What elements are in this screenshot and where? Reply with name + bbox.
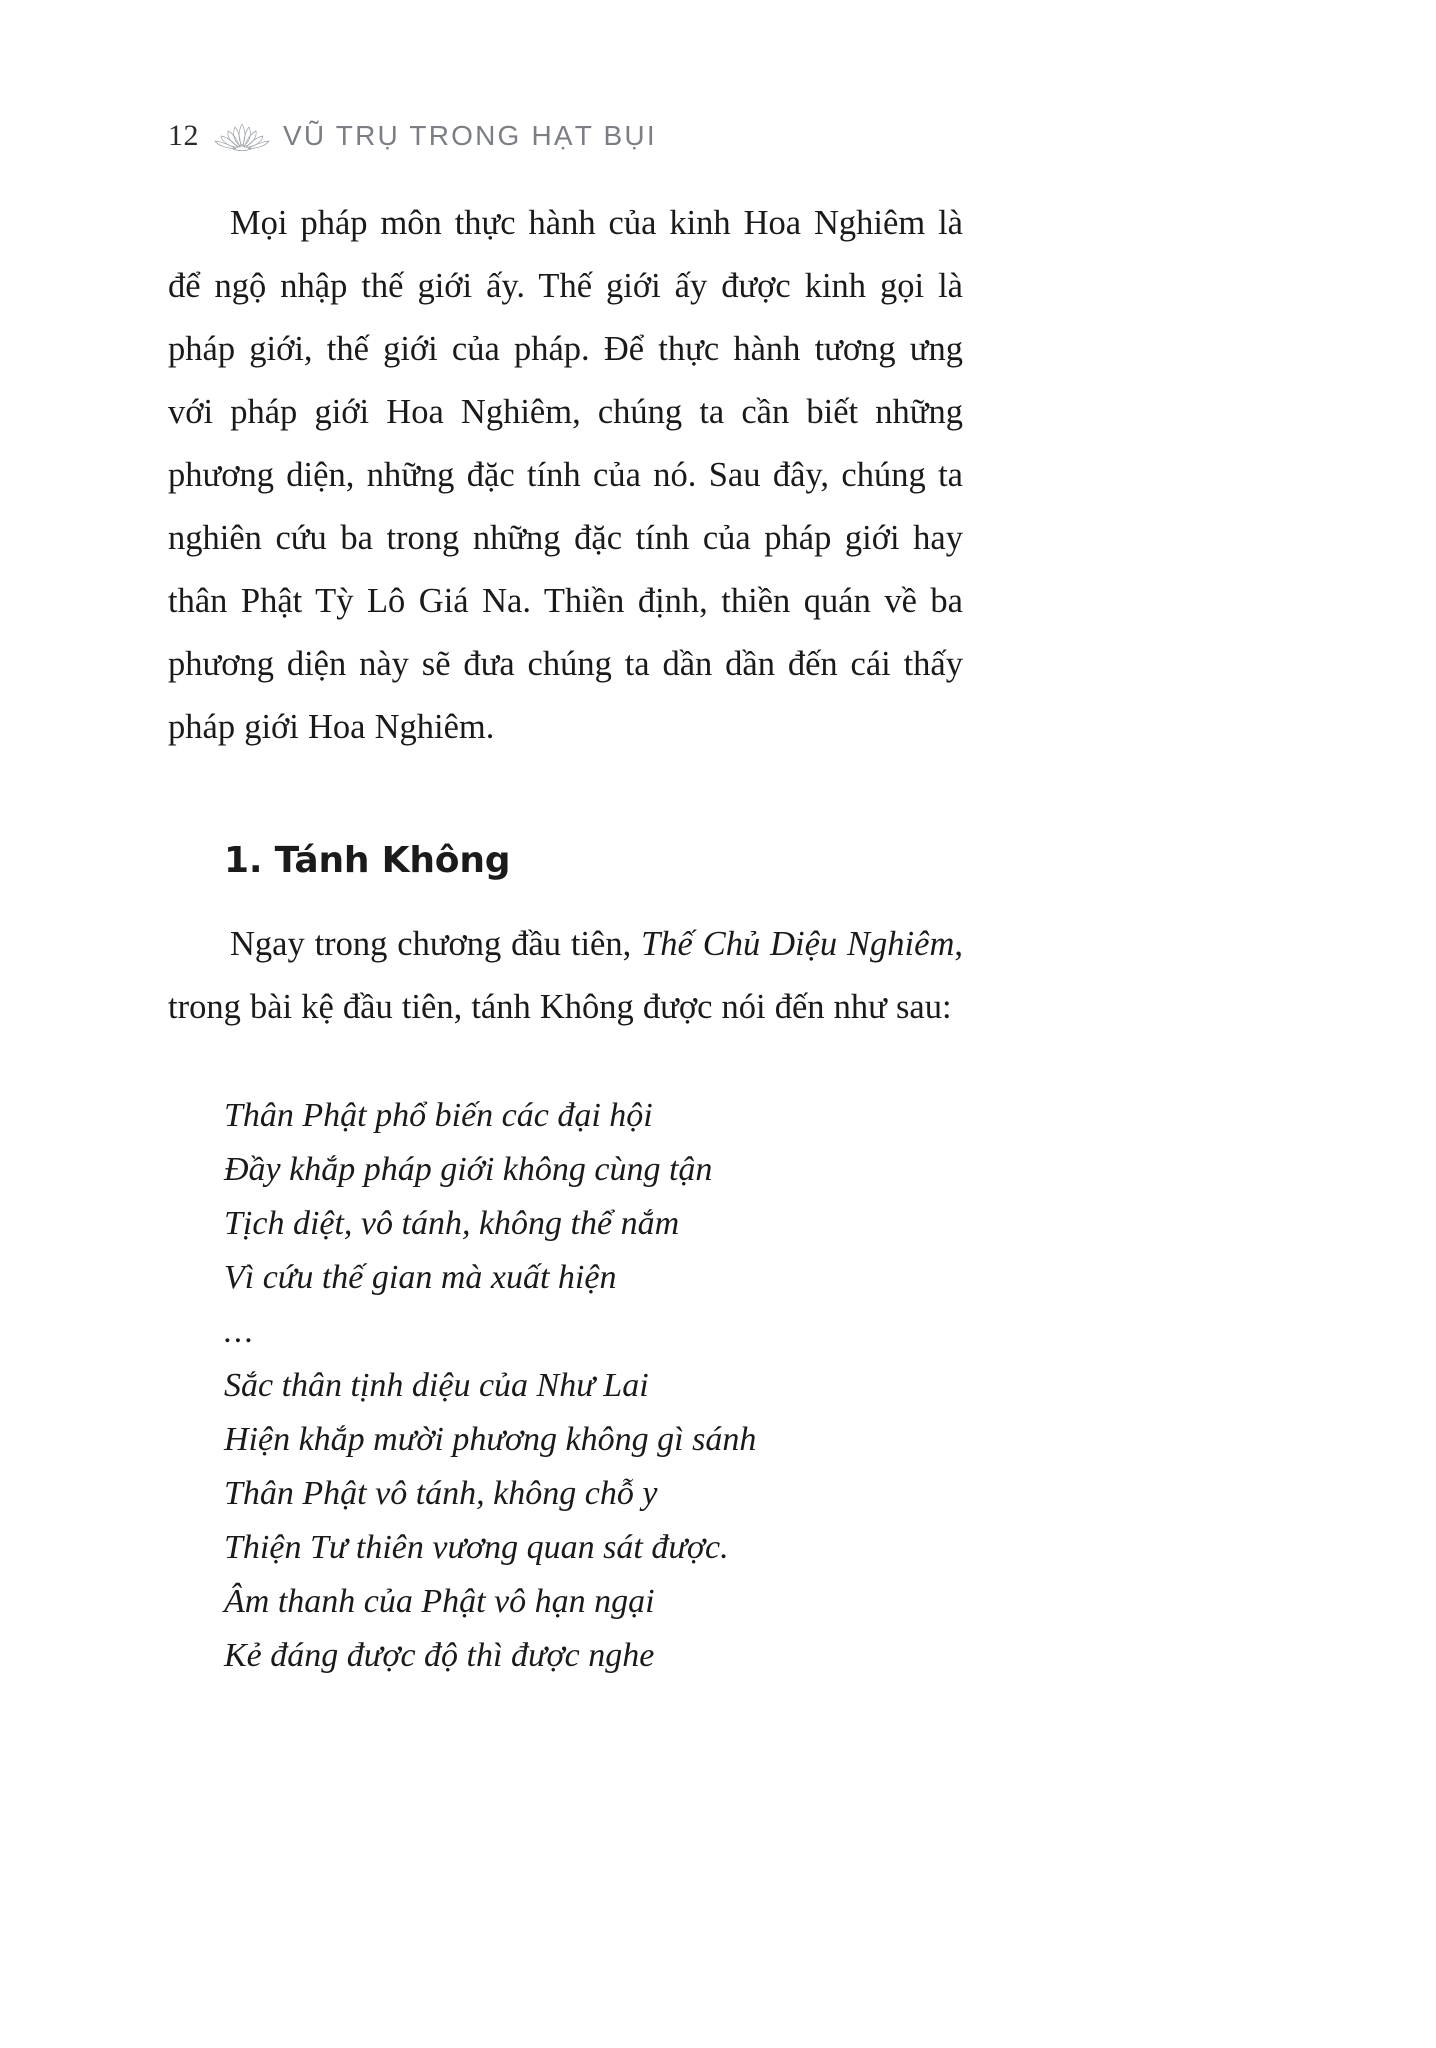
verse-line: Sắc thân tịnh diệu của Như Lai: [224, 1367, 649, 1404]
verse-line: Kẻ đáng được độ thì được nghe: [224, 1637, 655, 1674]
spacer: [168, 1039, 963, 1089]
body-paragraph-2: [168, 913, 963, 1039]
verse-line: Hiện khắp mười phương không gì sánh: [224, 1421, 757, 1458]
verse-line: Vì cứu thế gian mà xuất hiện: [224, 1259, 617, 1296]
verse-line: Thiện Tư thiên vương quan sát được.: [224, 1529, 729, 1566]
page-number: 12: [168, 119, 199, 152]
running-header: [168, 114, 657, 158]
verse-line: Tịch diệt, vô tánh, không thể nắm: [224, 1205, 680, 1242]
spacer: [168, 885, 963, 913]
lotus-icon: [213, 119, 271, 153]
verse-line-ellipsis: ...: [224, 1313, 256, 1350]
verse-line: Thân Phật phổ biến các đại hội: [224, 1097, 653, 1134]
page-content: [168, 192, 963, 1683]
paragraph-2-text-after: , trong bài kệ đầu tiên, tánh Không được nói đến như sau:: [168, 925, 963, 1026]
verse-block: [168, 1089, 963, 1683]
spacer: [168, 759, 963, 837]
running-title: VŨ TRỤ TRONG HẠT BỤI: [283, 120, 657, 151]
sutra-title: Thế Chủ Diệu Nghiêm: [641, 925, 955, 963]
body-paragraph-1: Mọi pháp môn thực hành của kinh Hoa Nghiêm là để ngộ nhập thế giới ấy. Thế giới ấy được kinh gọi là pháp giới, thế giới của pháp. Để thực hành tương ưng với pháp giới Hoa Nghiêm, chúng ta cần biết những phương diện, những đặc tính của nó. Sau đây, chúng ta nghiên cứu ba trong những đặc tính của pháp giới hay thân Phật Tỳ Lô Giá Na. Thiền định, thiền quán về ba phương diện này sẽ đưa chúng ta dần dần đến cái thấy pháp giới Hoa Nghiêm.: [168, 204, 963, 746]
paragraph-2-text-before: Ngay trong chương đầu tiên,: [230, 925, 642, 963]
verse-line: Âm thanh của Phật vô hạn ngại: [224, 1583, 655, 1620]
verse-line: Thân Phật vô tánh, không chỗ y: [224, 1475, 658, 1512]
verse-line: Đầy khắp pháp giới không cùng tận: [224, 1151, 713, 1188]
section-heading: 1. Tánh Không: [224, 840, 511, 881]
